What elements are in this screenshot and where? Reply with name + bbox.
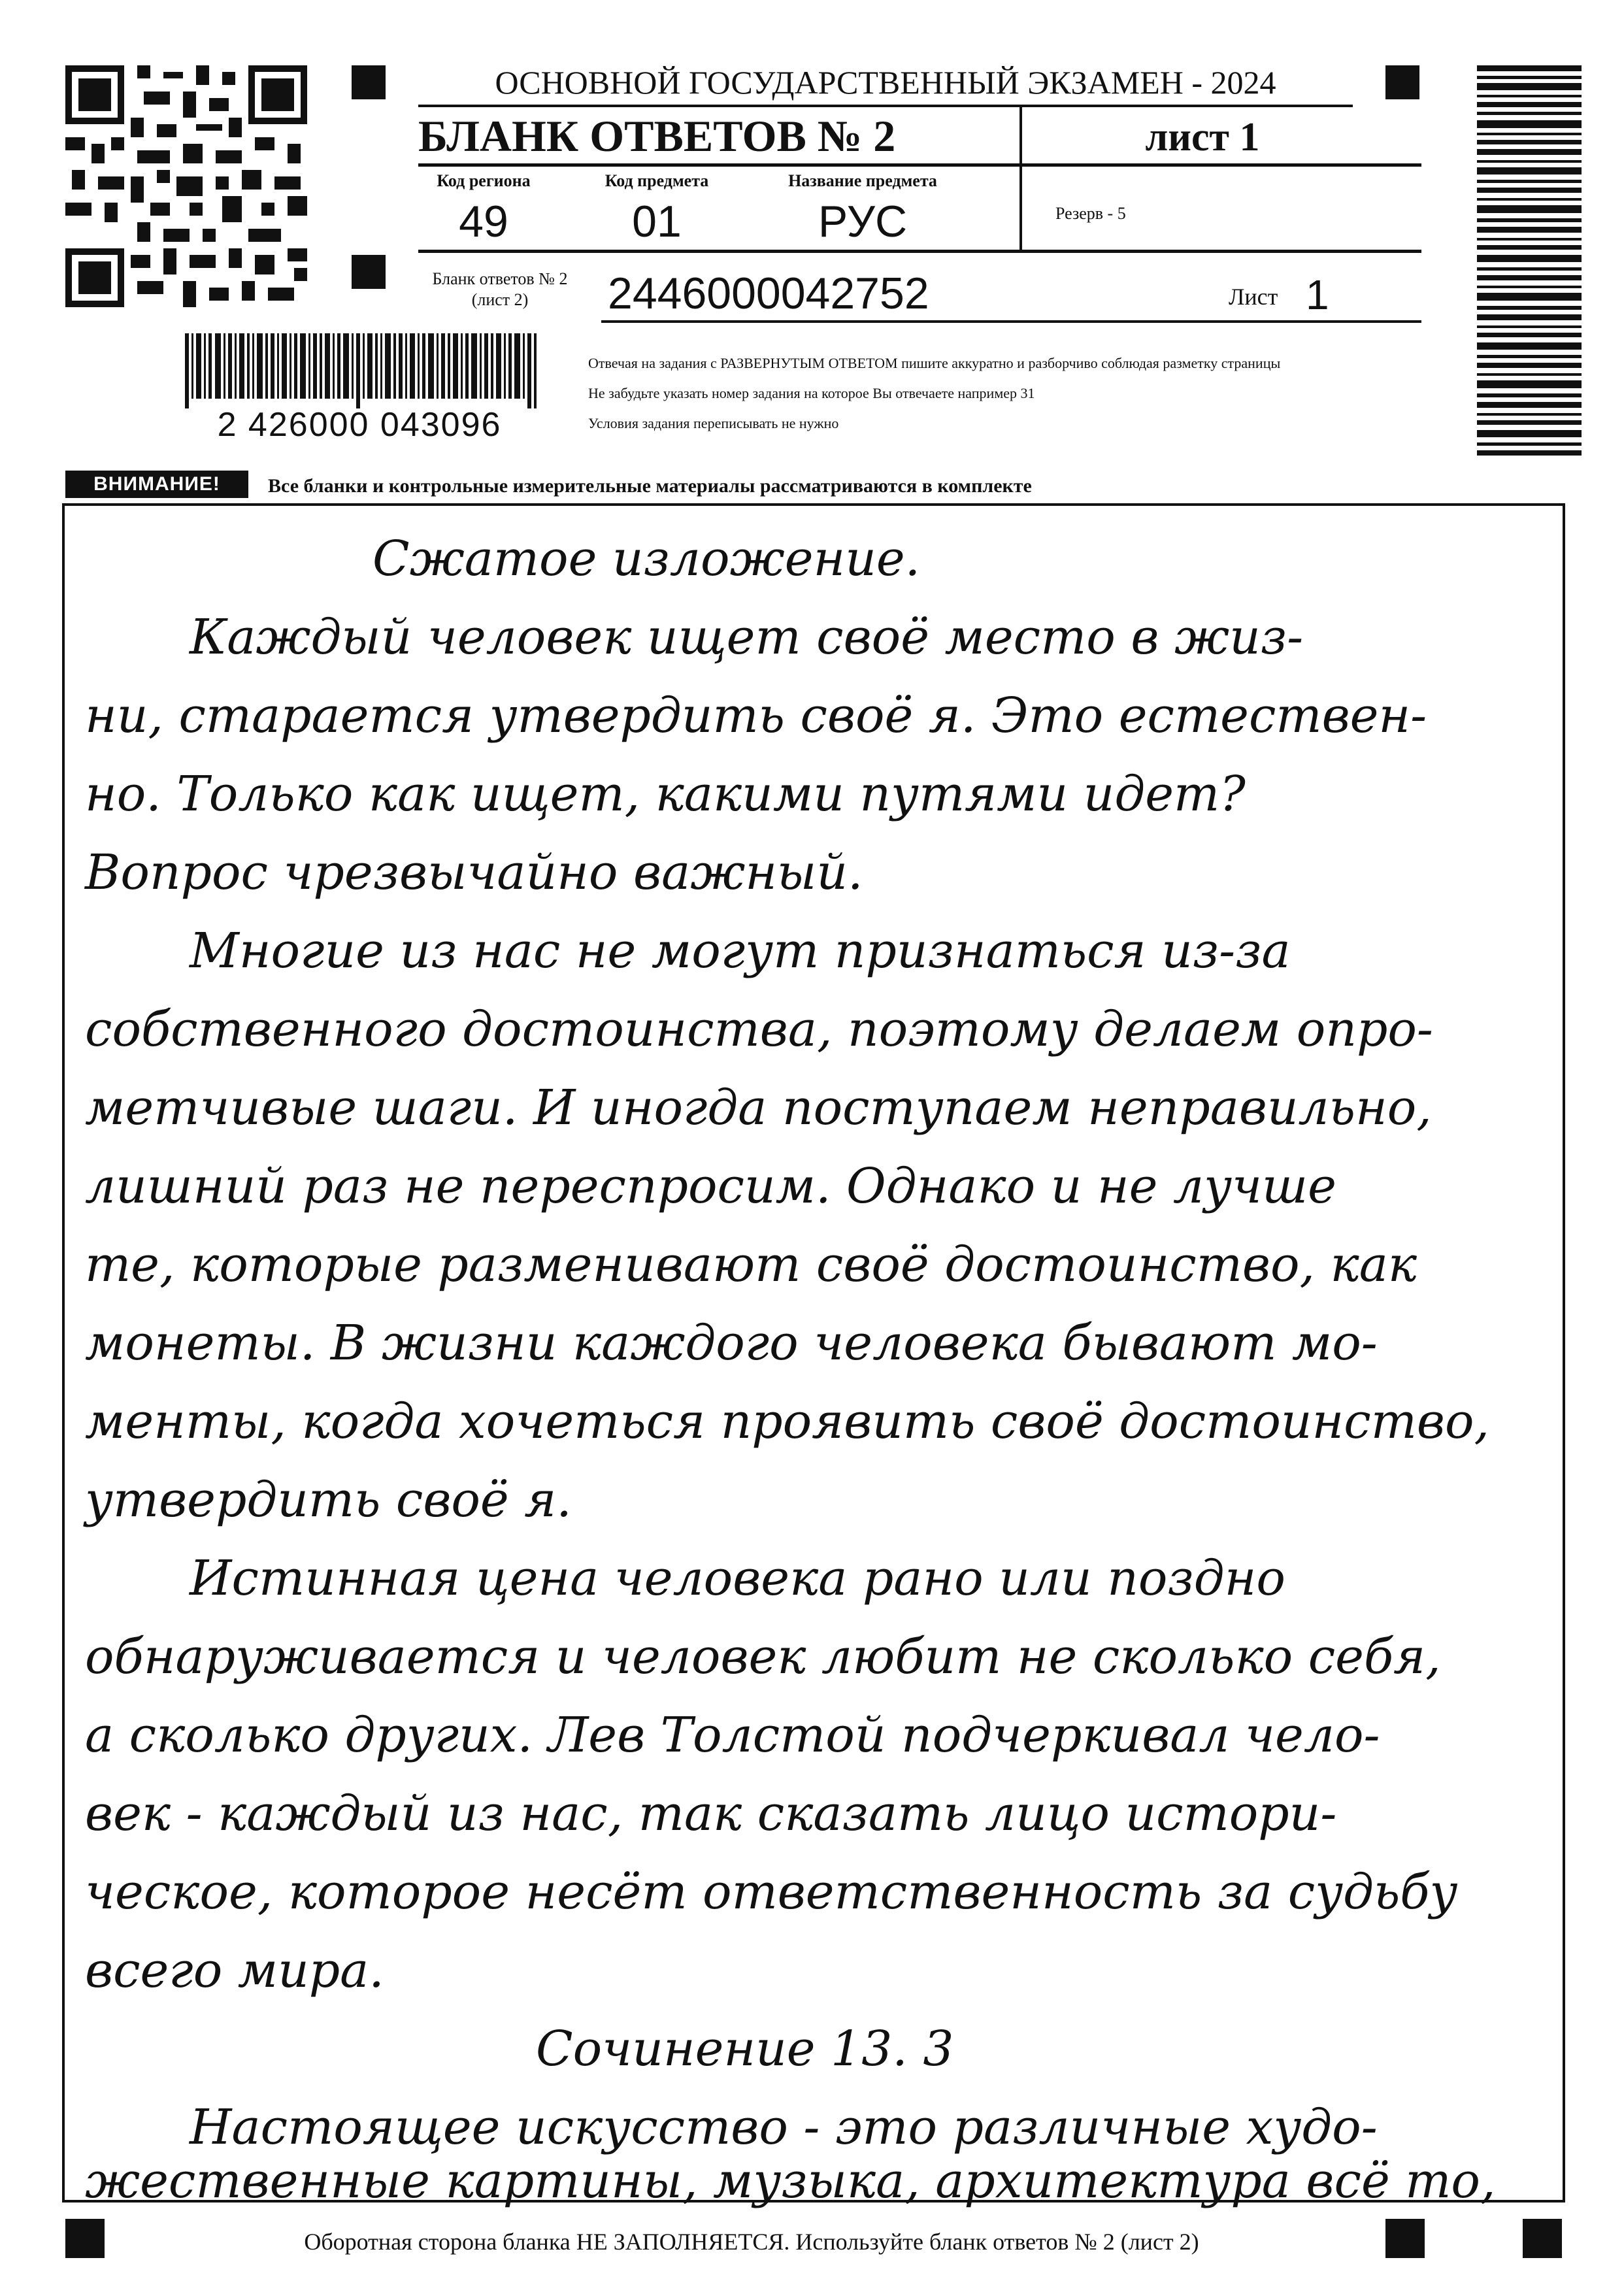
header-rule-1 <box>418 163 1421 167</box>
sheet-number: 1 <box>1306 271 1329 318</box>
corner-marker-mid-left <box>352 255 386 289</box>
ref-form-line1: Бланк ответов № 2 <box>432 269 568 288</box>
answer-line-13: утвердить своё я. <box>85 1472 572 1528</box>
answer-line-2: Каждый человек ищет своё место в жиз- <box>190 609 1304 665</box>
vertical-barcode <box>1477 65 1582 457</box>
title-divider <box>1019 107 1022 250</box>
corner-marker-bottom-right <box>1523 2219 1562 2258</box>
answer-line-4: но. Только как ищет, какими путями идет? <box>85 766 1246 822</box>
answer-line-9: лишний раз не переспросим. Однако и не лучше <box>85 1158 1336 1214</box>
title-underline <box>418 105 1353 107</box>
answer-line-12: менты, когда хочеться проявить своё достоинство, <box>85 1393 1490 1450</box>
instruction-line-3: Условия задания переписывать не нужно <box>588 415 839 431</box>
corner-marker-bottom-left <box>65 2219 105 2258</box>
answer-line-14: Истинная цена человека рано или поздно <box>190 1550 1285 1606</box>
answer-line-16: а сколько других. Лев Толстой подчеркивал чело- <box>85 1707 1380 1763</box>
answer-line-6: Многие из нас не могут признаться из-за <box>190 923 1291 979</box>
instruction-line-1: Отвечая на задания с РАЗВЕРНУТЫМ ОТВЕТОМ пишите аккуратно и разборчиво соблюдая разметку страницы <box>588 355 1281 371</box>
corner-marker-bottom-mid <box>1385 2219 1425 2258</box>
answer-line-19: всего мира. <box>85 1942 384 1999</box>
region-code-label: Код региона <box>437 171 531 190</box>
sheet-label: лист 1 <box>1145 115 1260 159</box>
answer-line-5: Вопрос чрезвычайно важный. <box>85 844 863 901</box>
warning-text: Все бланки и контрольные измерительные материалы рассматриваются в комплекте <box>268 475 1032 497</box>
answer-line-3: ни, старается утвердить своё я. Это естествен- <box>85 688 1427 744</box>
subject-code-label: Код предмета <box>605 171 709 190</box>
subject-code-value: 01 <box>632 197 682 246</box>
qr-code <box>65 65 307 307</box>
answer-line-20: Сочинение 13. 3 <box>536 2021 954 2077</box>
reserve-label: Резерв - 5 <box>1055 204 1126 223</box>
corner-marker-top-left <box>352 65 386 99</box>
header-rule-3 <box>601 320 1421 323</box>
region-code-value: 49 <box>459 197 508 246</box>
answer-line-1: Сжатое изложение. <box>373 531 921 587</box>
corner-marker-top-right <box>1385 65 1419 99</box>
answer-line-10: те, которые разменивают своё достоинство, как <box>85 1237 1417 1293</box>
subject-name-label: Название предмета <box>788 171 937 190</box>
barcode-number: 2 426000 043096 <box>217 406 502 444</box>
form-title: БЛАНК ОТВЕТОВ № 2 <box>418 111 896 161</box>
answer-line-22: жественные картины, музыка, архитектура всё то, <box>85 2153 1496 2209</box>
ref-form-line2: (лист 2) <box>471 290 529 309</box>
sheet-word: Лист <box>1229 284 1278 310</box>
footer-note: Оборотная сторона бланка НЕ ЗАПОЛНЯЕТСЯ. Используйте бланк ответов № 2 (лист 2) <box>304 2229 1199 2255</box>
exam-title: ОСНОВНОЙ ГОСУДАРСТВЕННЫЙ ЭКЗАМЕН - 2024 <box>495 64 1276 101</box>
subject-name-value: РУС <box>818 197 908 246</box>
answer-line-8: метчивые шаги. И иногда поступаем неправильно, <box>85 1080 1432 1136</box>
horizontal-barcode <box>185 333 538 408</box>
answer-line-21: Настоящее искусство - это различные худо- <box>190 2099 1378 2155</box>
warning-badge: ВНИМАНИЕ! <box>65 471 248 498</box>
instruction-line-2: Не забудьте указать номер задания на которое Вы отвечаете например 31 <box>588 385 1035 401</box>
answer-line-7: собственного достоинства, поэтому делаем опро- <box>85 1001 1433 1057</box>
answer-line-15: обнаруживается и человек любит не сколько себя, <box>85 1629 1441 1685</box>
ref-form-number: 2446000042752 <box>608 269 929 318</box>
answer-line-11: монеты. В жизни каждого человека бывают мо- <box>85 1315 1378 1371</box>
answer-line-18: ческое, которое несёт ответственность за судьбу <box>85 1864 1458 1920</box>
answer-line-17: век - каждый из нас, так сказать лицо истори- <box>85 1786 1337 1842</box>
header-rule-2 <box>418 250 1421 253</box>
